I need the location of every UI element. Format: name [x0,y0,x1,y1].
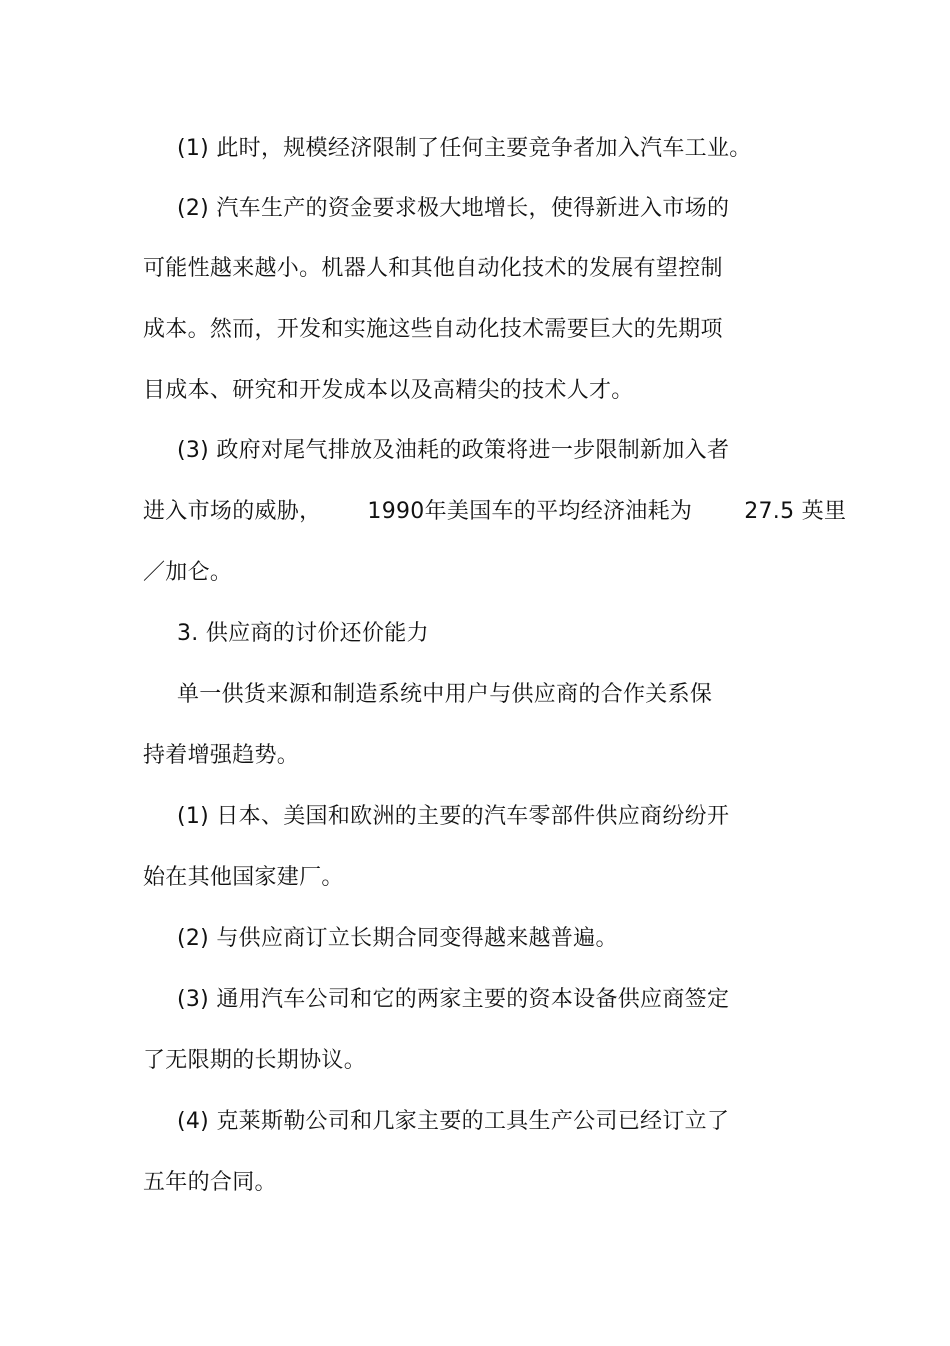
paragraph-line: 五年的合同。 [143,1170,277,1195]
paragraph-line: 成本。然而，开发和实施这些自动化技术需要巨大的先期项 [143,317,723,342]
text-segment: 27.5 英里 [744,499,847,524]
paragraph-line: (1) 日本、美国和欧洲的主要的汽车零部件供应商纷纷开 [177,804,730,829]
text-segment: 1990年美国车的平均经济油耗为 [367,499,693,524]
paragraph-line: (2) 与供应商订立长期合同变得越来越普遍。 [177,926,618,951]
paragraph-line: 目成本、研究和开发成本以及高精尖的技术人才。 [143,378,634,403]
paragraph-line: (1) 此时，规模经济限制了任何主要竞争者加入汽车工业。 [177,136,752,161]
paragraph-line: 单一供货来源和制造系统中用户与供应商的合作关系保 [177,682,713,707]
paragraph-line: (3) 政府对尾气排放及油耗的政策将进一步限制新加入者 [177,438,730,463]
paragraph-line: 始在其他国家建厂。 [143,865,344,890]
paragraph-line: (3) 通用汽车公司和它的两家主要的资本设备供应商签定 [177,987,730,1012]
section-heading: 3. 供应商的讨价还价能力 [177,621,429,646]
paragraph-line: ／加仑。 [143,560,233,585]
text-segment: 进入市场的威胁， [143,499,322,524]
paragraph-line-mixed [143,497,846,527]
paragraph-line: 持着增强趋势。 [143,743,300,768]
paragraph-line: 可能性越来越小。机器人和其他自动化技术的发展有望控制 [143,256,723,281]
paragraph-line: (4) 克莱斯勒公司和几家主要的工具生产公司已经订立了 [177,1109,730,1134]
paragraph-line: (2) 汽车生产的资金要求极大地增长，使得新进入市场的 [177,196,730,221]
paragraph-line: 了无限期的长期协议。 [143,1048,367,1073]
